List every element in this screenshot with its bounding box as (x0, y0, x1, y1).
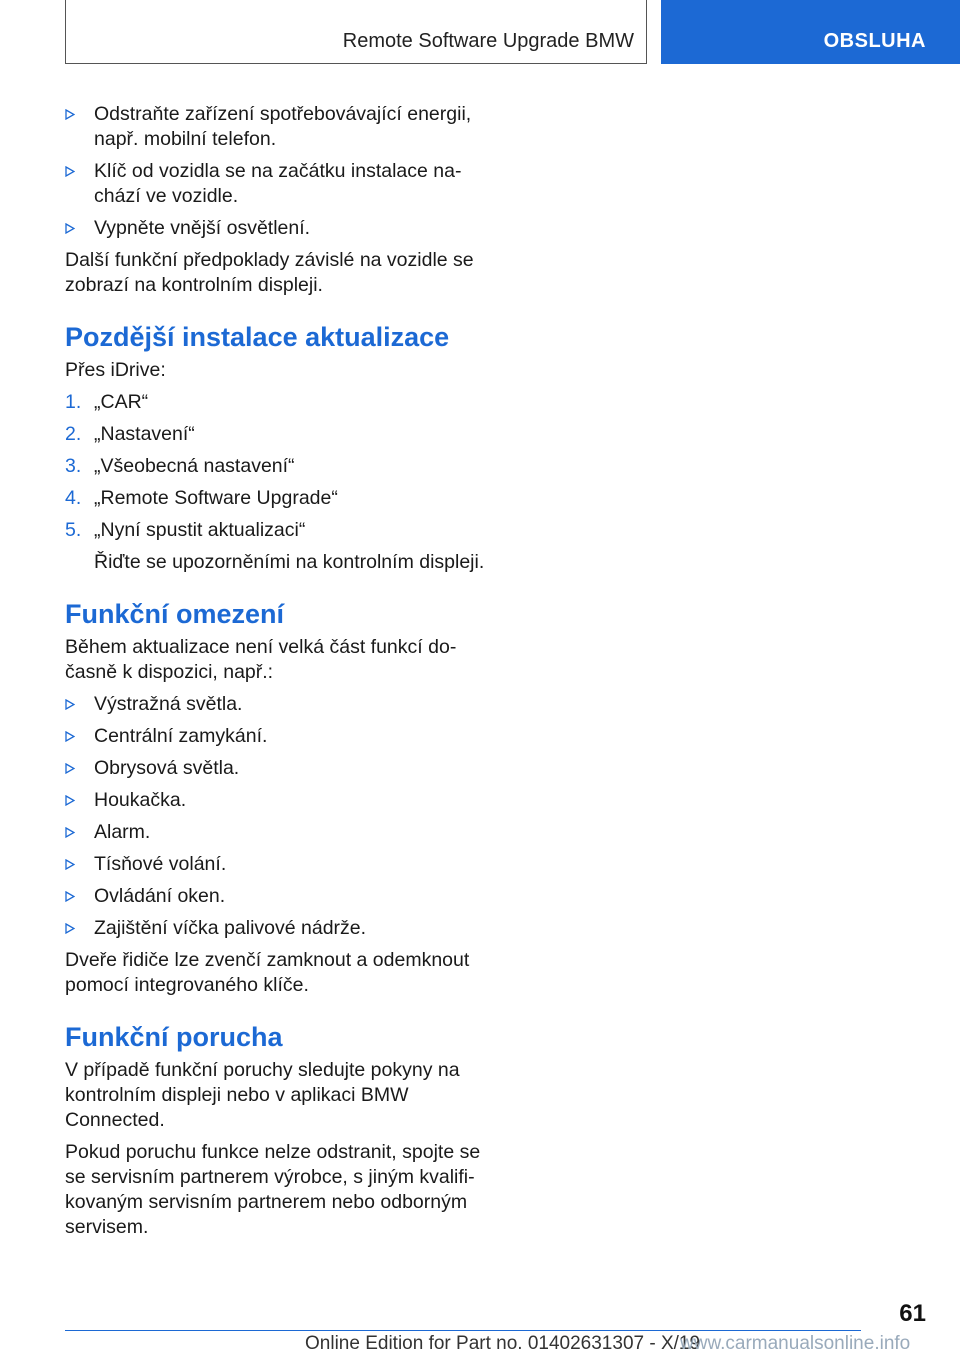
list-item: Centrální zamykání. (65, 724, 485, 749)
list-item: Odstraňte zařízení spotřebovávající energii, např. mobilní telefon. (65, 102, 485, 152)
paragraph: Během aktualizace není velká část funkcí dočasně k dispozici, např.: (65, 636, 457, 683)
triangle-bullet-icon (65, 763, 75, 774)
triangle-bullet-icon (65, 859, 75, 870)
page-content (65, 102, 485, 1247)
triangle-bullet-icon (65, 699, 75, 710)
step-item: 1. „CAR“ (65, 391, 149, 413)
step-item: 2. „Nastavení“ (65, 423, 195, 445)
numbered-steps (65, 390, 485, 543)
paragraph: Dveře řidiče lze zvenčí zamknout a odemknout pomocí integrovaného klíče. (65, 949, 470, 996)
triangle-bullet-icon (65, 223, 75, 234)
section-heading-fault: Funkční porucha (65, 1022, 283, 1052)
paragraph: V případě funkční poruchy sledujte pokyny na kontrolním displeji nebo v aplikaci BMW Connected. (65, 1059, 460, 1131)
paragraph: Přes iDrive: (65, 359, 166, 381)
step-item: 4. „Remote Software Upgrade“ (65, 487, 338, 509)
paragraph: Další funkční předpoklady závislé na vozidle se zobrazí na kontrolním displeji. (65, 249, 474, 296)
triangle-bullet-icon (65, 923, 75, 934)
bullet-list-top (65, 102, 485, 241)
list-item: Tísňové volání. (65, 852, 485, 877)
step-item: 3. „Všeobecná nastavení“ (65, 455, 295, 477)
list-item: Zajištění víčka palivové nádrže. (65, 916, 485, 941)
section-tab[interactable] (661, 0, 960, 64)
list-item: Vypněte vnější osvětlení. (65, 216, 485, 241)
triangle-bullet-icon (65, 166, 75, 177)
triangle-bullet-icon (65, 891, 75, 902)
triangle-bullet-icon (65, 827, 75, 838)
bullet-list-limits (65, 692, 485, 941)
list-item: Alarm. (65, 820, 485, 845)
watermark: www.carmanualsonline.info (680, 1333, 911, 1354)
header-title-box (65, 0, 647, 64)
header-title: Remote Software Upgrade BMW (342, 30, 634, 52)
list-item: Klíč od vozidla se na začátku instalace nachází ve vozidle. (65, 159, 485, 209)
page-number: 61 (899, 1300, 926, 1327)
triangle-bullet-icon (65, 109, 75, 120)
footer-divider (65, 1330, 861, 1331)
step-note: Řiďte se upozorněními na kontrolním displeji. (94, 551, 485, 573)
section-heading-later-install: Pozdější instalace aktualizace (65, 322, 450, 352)
step-item: 5. „Nyní spustit aktualizaci“ (65, 519, 306, 541)
triangle-bullet-icon (65, 795, 75, 806)
list-item: Výstražná světla. (65, 692, 485, 717)
paragraph: Pokud poruchu funkce nelze odstranit, spojte se se servisním partnerem výrobce, s jiným kvalifikovaným servisním partnerem nebo odborným servisem. (65, 1141, 481, 1238)
section-heading-limits: Funkční omezení (65, 599, 285, 629)
list-item: Obrysová světla. (65, 756, 485, 781)
list-item: Ovládání oken. (65, 884, 485, 909)
footer-edition: Online Edition for Part no. 01402631307 - X/19 (305, 1333, 701, 1354)
list-item: Houkačka. (65, 788, 485, 813)
section-tab-label: OBSLUHA (823, 30, 926, 52)
triangle-bullet-icon (65, 731, 75, 742)
